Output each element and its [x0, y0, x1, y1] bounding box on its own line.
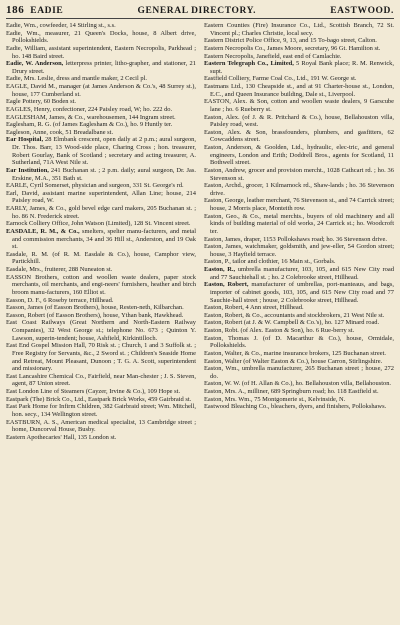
entry-name: Easton, Robert, — [204, 281, 249, 289]
directory-entry — [204, 75, 394, 83]
entry-text: Easton, Anderson, & Goolden, Ltd., hydraulic, elec-tric, and general engineers, London and Erith; Doddrell Bros., agents for Scotland, 11 Bothwell street. — [204, 144, 394, 167]
entry-name: Eastern Telegraph Co., Limited, — [204, 60, 294, 68]
entry-text: Easton, James, watchmaker, goldsmith, and jew-eller, 54 Gordon street; house, 3 Hayfield terrace. — [204, 243, 394, 258]
entry-text: EARLE, Cyril Somerset, physician and surgeon, 331 St. George's rd. — [6, 182, 184, 190]
directory-entry — [204, 129, 394, 144]
directory-entry — [204, 312, 394, 320]
entry-text: EAGLES, Henry, confectioner, 224 Paisley road, W; ho. 222 do. — [6, 105, 173, 113]
directory-entry — [6, 98, 196, 106]
entry-text: manufacturer of umbrellas, port-manteaus, and bags, importer of cabinet goods, 103, 105, and 615 New City road and 77 Sauchie-hall street ; house, 2 Colebrooke street, Hillhead. — [210, 281, 394, 304]
page-number: 186 — [6, 4, 25, 16]
entry-name: Ear Hospital, — [6, 136, 44, 144]
entry-text: Easdale, R. M. (of R. M. Easdale & Co.), house, Camphor view, Partickhill. — [6, 250, 196, 266]
directory-entry — [6, 419, 196, 434]
directory-entry — [6, 114, 196, 122]
directory-entry — [204, 304, 394, 312]
directory-entry — [6, 167, 196, 182]
entry-text: EAGLESHAM, James, & Co., warehousemen, 144 Ingram street. — [6, 113, 176, 121]
left-column — [6, 22, 196, 441]
directory-entry — [204, 197, 394, 212]
entry-text: Easton, George, leather merchant, 76 Stevenson st., and 74 Carrick street; house, 2 Morris place, Monteith row. — [204, 197, 394, 212]
entry-text: EAGLE, David M., manager (at James Anderson & Co.'s, 48 Surrey st.), house, 177 Cumberland st. — [6, 83, 196, 98]
entry-text: Easton, P., tailor and clothier, 16 Main st., Gorbals. — [204, 258, 336, 266]
directory-entry — [204, 358, 394, 366]
directory-entry — [6, 220, 196, 228]
entry-text: EASTON, Alex. & Son, cotton and woollen waste dealers, 9 Garscube lane ; ho. 6 Rueberry st. — [204, 98, 394, 113]
entry-text: EASTBURN, A. S., American medical specialist, 13 Cambridge street ; home, Duncorval House, Busby. — [6, 418, 196, 434]
entry-text: Easton, Alex. & Son, brassfounders, plumbers, and gasfitters, 62 Cowcaddens street. — [204, 128, 394, 144]
directory-entry — [204, 319, 394, 327]
directory-entry — [6, 30, 196, 45]
entry-name: Ear Institution, — [6, 166, 49, 174]
directory-entry — [204, 281, 394, 304]
directory-entry — [204, 335, 394, 350]
entry-text: Easton, Andrew, grocer and provision mercht., 1028 Cathcart rd. ; ho. 36 Stevenson st. — [204, 166, 394, 182]
directory-entry — [204, 83, 394, 98]
entry-text: Easton, Robert, 4 Ann street, Hillhead. — [204, 304, 304, 312]
directory-entry — [204, 45, 394, 53]
entry-text: Earl, David, assistant marine superintendent, Allan Line; house, 214 Paisley road, W. — [6, 189, 196, 205]
page-header — [6, 4, 394, 19]
entry-text: smelters, spelter manu-facturers, and metal and commission merchants, 34 and 36 Hill st., Anderston, and 19 Oak st. — [12, 227, 196, 251]
directory-entry — [204, 380, 394, 388]
directory-entry — [6, 388, 196, 396]
entry-text: letterpress printer, litho-grapher, and stationer, 21 Drury street. — [12, 60, 196, 75]
directory-entry — [6, 190, 196, 205]
directory-entry — [204, 60, 394, 75]
directory-entry — [6, 182, 196, 190]
directory-entry — [6, 266, 196, 274]
directory-entry — [204, 243, 394, 258]
directory-entry — [204, 403, 394, 411]
header-center-title: GENERAL DIRECTORY. — [137, 6, 257, 16]
directory-entry — [204, 396, 394, 404]
entry-text: Eagleson, Anne, cook, 51 Breadalbane st. — [6, 128, 114, 136]
directory-entry — [6, 396, 196, 404]
entry-text: Eastern Apothecaries' Hall, 135 London st. — [6, 433, 117, 441]
entry-text: Easton, Geo., & Co., metal merchts., buyers of old machinery and all kinds of building material of old works, 24 Carrick st.; ho. Woodcroft ter. — [204, 212, 394, 235]
directory-entry — [204, 266, 394, 281]
entry-name: Easton, R., — [204, 266, 236, 273]
directory-entry — [204, 350, 394, 358]
directory-entry — [6, 129, 196, 137]
entry-text: Eastfield Colliery, Farme Coal Co., Ltd., 191 W. George st. — [204, 75, 357, 83]
entry-text: Easton, Archd., grocer, 1 Kilmarnock rd., Shaw-lands ; ho. 36 Stevenson drive. — [204, 182, 394, 197]
entry-text: East Coast Railways (Great Northern and North-Eastern Railway Companies), 32 West George st.; telephone No. 673 ; Quinton Y. Lawson, superin-tendent; house, Ashfield, Kirkintilloch. — [6, 319, 196, 342]
entry-text: Easdale, Mrs., fruiterer, 288 Nuneaton st. — [6, 266, 113, 273]
directory-entry — [204, 213, 394, 236]
entry-text: Eastern Necropolis Co., James Moore, secretary, 96 Gt. Hamilton st. — [204, 44, 381, 52]
directory-entry — [6, 22, 196, 30]
directory-entry — [204, 388, 394, 396]
entry-text: Easton, Robt. (of Alex. Easton & Son), ho. 6 Rue-berry st. — [204, 327, 355, 334]
columns — [6, 22, 394, 441]
entry-text: 28 Elmbank crescent, open daily at 2 p.m.; aural surgeon, Dr. Thos. Barr, 13 Wood-side place, Charing Cross ; hon. treasurer, Robert Gourlay, Bank of Scotland ; secretary and acting treasurer, A. Sutherland, 71A West Nile st. — [12, 136, 196, 167]
entry-text: Easton, James, draper, 1153 Pollokshaws road; ho. 36 Stevenson drive. — [204, 235, 387, 243]
entry-name: EASDALE, R. M., & Co., — [6, 227, 80, 235]
entry-name: Eadie, W. Anderson, — [6, 60, 64, 68]
entry-text: Eadie, William, assistant superintendent, Eastern Necropolis, Parkhead ; ho. 148 Baird street. — [6, 44, 196, 60]
entry-text: Eastwood Bleaching Co., bleachers, dyers, and finishers, Pollokshaws. — [204, 403, 387, 411]
entry-text: Eadie, Wm., measurer, 21 Queen's Docks, house, 8 Albert drive, Pollokshields. — [6, 29, 196, 45]
entry-text: 241 Buchanan st. ; 2 p.m. daily; aural surgeon, Dr. Jas. Erskine, M.A., 351 Bath st. — [12, 166, 196, 182]
entry-text: Easton, Mrs. A., milliner, 689 Springburn road; ho. 118 Eastfield st. — [204, 388, 379, 395]
directory-entry — [6, 312, 196, 320]
entry-text: Earnock Colliery Office, John Watson (Limited), 128 St. Vincent street. — [6, 220, 191, 228]
entry-text: 5 Royal Bank place; R. M. Renwick, supt. — [210, 60, 394, 75]
directory-entry — [6, 45, 196, 60]
entry-text: Easson, D. F., 6 Roseby terrace, Hillhead. — [6, 296, 114, 304]
entry-text: East Park Home for Infirm Children, 382 Gairbraid street; Wm. Mitchell, hon. secy., 134 Wellington street. — [6, 403, 196, 418]
directory-entry — [6, 319, 196, 342]
entry-text: Easton, Wm., umbrella manufacturer, 265 Buchanan street ; house, 272 do. — [204, 365, 394, 380]
directory-entry — [6, 106, 196, 114]
directory-entry — [6, 136, 196, 167]
entry-text: Eadie, Mrs. Leslie, dress and mantle maker, 2 Cecil pl. — [6, 75, 147, 83]
entry-text: Easton, Robert, & Co., accountants and stockbrokers, 21 West Nile st. — [204, 311, 385, 319]
entry-text: Easton, Walter (of Walter Easton & Co.), house Carron, Stirlingshire. — [204, 357, 383, 365]
entry-text: EARLY, James, & Co., gold bevel edge card makers, 205 Buchanan st. ; ho. 86 N. Frederick street. — [6, 205, 196, 220]
directory-entry — [6, 274, 196, 297]
directory-entry — [6, 251, 196, 266]
directory-entry — [204, 365, 394, 380]
directory-entry — [204, 98, 394, 113]
entry-text: Easton, W. W. (of H. Allan & Co.), ho. Bellahouston villa, Bellahouston. — [204, 380, 392, 388]
directory-entry — [204, 327, 394, 335]
entry-text: Easson, Robert (of Easson Brothers), house, Ythan bank, Hawkhead. — [6, 311, 184, 319]
entry-text: Eastpark (The) Brick Co., Ltd., Eastpark Brick Works, 459 Gairbraid st. — [6, 395, 192, 403]
directory-entry — [6, 60, 196, 75]
entry-text: Eadie, Wm., cowfeeder, 14 Stirling st., s.s. — [6, 22, 116, 29]
entry-text: Easton, Thomas J. (of D. Macarthur & Co.), house, Ormidale, Pollokshields. — [204, 334, 394, 350]
entry-text: Eagle Pottery, 60 Boden st. — [6, 98, 77, 106]
directory-entry — [204, 258, 394, 266]
directory-entry — [204, 182, 394, 197]
directory-entry — [6, 205, 196, 220]
right-column — [204, 22, 394, 441]
entry-text: Eaglesham, R. G. (of James Eaglesham & Co.), ho. 9 Huntly ter. — [6, 121, 173, 129]
entry-text: East London Line of Steamers (Cayzer, Irvine & Co.), 109 Hope st. — [6, 388, 181, 395]
entry-text: Eastern Counties (Fire) Insurance Co., Ltd., Scottish Branch, 72 St. Vincent pl.; Charles Christie, local secy. — [204, 22, 394, 37]
entry-text: EASSON Brothers, cotton and woollen waste dealers, paper stock merchants, oil merchants, and engi-neers' furnishers, heather and birch broom manu-facturers, 160 Elliot st. — [6, 273, 196, 296]
header-right-title: EASTWOOD. — [330, 6, 394, 16]
entry-text: East End Gospel Mission Hall, 70 Risk st. ; Church, 1 and 3 Suffolk st. ; Free Registry for Servants, &c., 2 Sword st. ; Children's Seaside Home and Retreat, Mount Pleasant, Dunoon ; T. G. A. Scott, superintendent and missionary. — [6, 342, 196, 373]
directory-entry — [204, 236, 394, 244]
directory-entry — [204, 22, 394, 37]
directory-entry — [204, 167, 394, 182]
directory-entry — [204, 37, 394, 45]
directory-entry — [6, 83, 196, 98]
directory-entry — [6, 434, 196, 442]
directory-entry — [6, 75, 196, 83]
header-left-title: EADIE — [30, 6, 64, 16]
directory-entry — [204, 144, 394, 167]
directory-entry — [6, 403, 196, 418]
entry-text: Eastern District Police Office, 9, 13, and 15 To-bago street, Calton. — [204, 37, 377, 45]
entry-text: Easton, Alex. (of J. & R. Pritchard & Co.), house, Bellahouston villa, Paisley road, west. — [204, 113, 394, 129]
entry-text: umbrella manufacturer, 103, 105, and 615 New City road and 77 Sauchiehall st. ; ho. 2 Colebrooke street, Hillhead. — [210, 266, 394, 281]
directory-entry — [6, 121, 196, 129]
directory-entry — [204, 53, 394, 61]
directory-entry — [6, 228, 196, 251]
entry-text: Eastmans Ltd., 130 Cheapside st., and at 91 Charter-house st., London, E.C., and Queen Insurance building, Dale st., Liverpool. — [204, 83, 394, 98]
entry-text: Eastern Necropolis, Janefield, east end of Camlachie. — [204, 52, 342, 60]
directory-entry — [6, 297, 196, 305]
directory-entry — [6, 304, 196, 312]
directory-entry — [204, 114, 394, 129]
entry-text: Easton, Mrs. Wm., 75 Montgomerie st., Kelvinside, N. — [204, 395, 346, 403]
entry-text: Easton, Robert (at J. & W. Campbell & Co.'s), ho. 127 Minard road. — [204, 319, 380, 327]
entry-text: Easton, Walter, & Co., marine insurance brokers, 125 Buchanan street. — [204, 349, 386, 357]
directory-entry — [6, 342, 196, 373]
entry-text: East Lancashire Chemical Co., Fairfield, near Man-chester ; J. S. Steven, agent, 87 Union street. — [6, 372, 196, 388]
entry-text: Easson, James (of Easson Brothers), house, Resten-neth, Kilbarchan. — [6, 304, 184, 312]
directory-entry — [6, 373, 196, 388]
